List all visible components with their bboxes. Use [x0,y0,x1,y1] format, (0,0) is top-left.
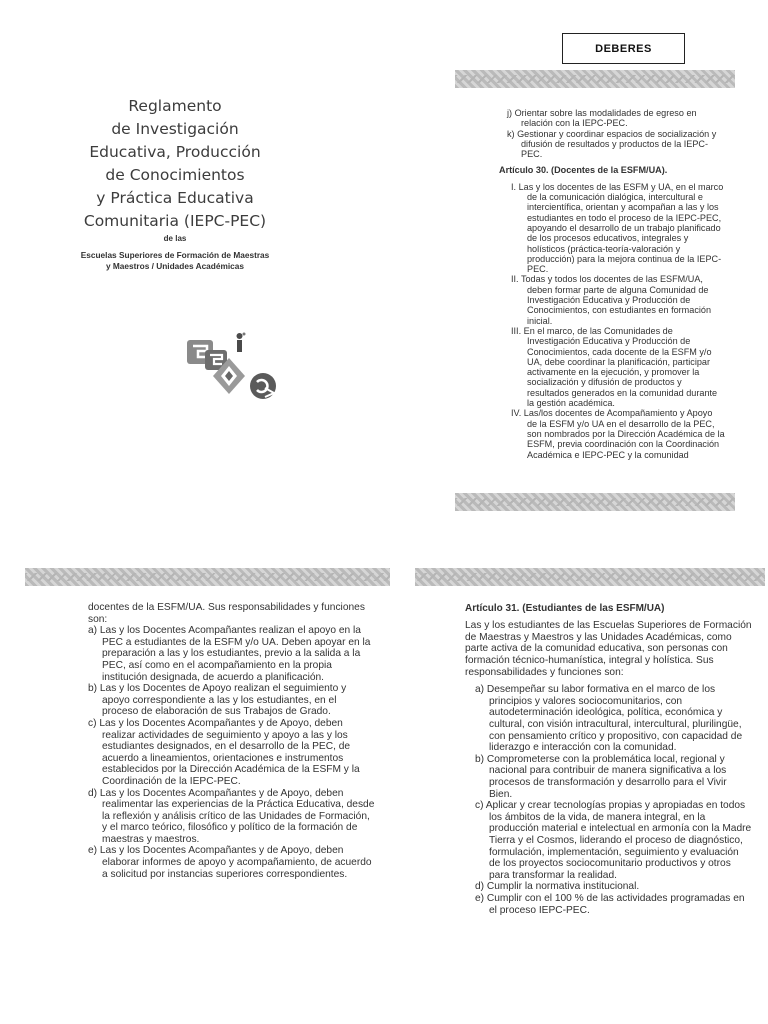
list-item: a) Las y los Docentes Acompañantes realizan el apoyo en la PEC a estudiantes de la ESFM y/o UA. Deben apoyar en la preparación a las y los estudiantes, previo a la salida a la PEC, así como en el acompañamiento en la propia institución designada, de acuerdo a planificación. [88,625,371,683]
paragraph: docentes de la ESFM/UA. Sus responsabilidades y funciones son: [88,602,365,625]
cover-title-line: Comunitaria (IEPC-PEC) [83,212,267,230]
list-item: e) Las y los Docentes Acompañantes y de Apoyo, deben elaborar informes de apoyo y acompañamiento, de acuerdo a solicitud por instancias superiores correspondientes. [88,845,372,880]
document-page-article-30 [455,70,735,515]
decorative-band [415,568,765,586]
paragraph: Las y los estudiantes de las Escuelas Superiores de Formación de Maestras y Maestros y las Unidades Académicas, como parte activa de la comunidad educativa, son personas con formación técnico-humanística, integral y holística. Sus responsabilidades y funciones son: [465,620,752,678]
decorative-band [455,493,735,511]
decorative-band [455,70,735,88]
list-item: k) Gestionar y coordinar espacios de socialización y difusión de resultados y productos de la IEPC-PEC. [507,128,717,160]
deberes-label: DEBERES [562,33,685,64]
list-item: IV. Las/los docentes de Acompañamiento y Apoyo de la ESFM y/o UA en el desarrollo de la PEC, son nombrados por la Dirección Académica de la ESFM, previa coordinación con la Coordinación Académica e IEPC-PEC y la comunidad [511,408,725,460]
list-item: d) Las y los Docentes Acompañantes y de Apoyo, deben realimentar las experiencias de la Práctica Educativa, desde la reflexión y análisis crítico de las Unidades de Formación, y el marco teórico, filosófico y político de la formación de maestras y maestros. [88,787,375,845]
list-item: b) Comprometerse con la problemática local, regional y nacional para contribuir de manera significativa a los procesos de transformación y desarrollo para el Vivir Bien. [475,753,727,800]
list-item: II. Todas y todos los docentes de las ESFM/UA, deben formar parte de alguna Comunidad de Investigación Educativa y Producción de Conocimientos, con estudiantes en formación inicial. [511,274,711,326]
cover-subtitle-line: y Maestros / Unidades Académicas [105,261,245,271]
cover-title-line: Educativa, Producción [89,143,261,161]
list-item: a) Desempeñar su labor formativa en el marco de los principios y valores sociocomunitarios, con autodeterminación ideológica, política, económica y cultural, con visión intracultural, intercultural, plurilingüe, con pensamiento crítico y propositivo, con capacidad de liderazgo e interacción con la comunidad. [475,684,743,754]
list-item: III. En el marco, de las Comunidades de Investigación Educativa y Producción de Conocimientos, cada docente de la ESFM y/o UA, debe coordinar la planificación, participar activamente en la ejecución, y promover la socialización y difusión de productos y resultados generados en la comunidad durante la gestión académica. [511,325,718,409]
list-item: c) Aplicar y crear tecnologías propias y apropiadas en todos los ámbitos de la vida, de manera integral, en la producción material e intelectual en armonía con la Madre Tierra y el Cosmos, liderando el proceso de diagnóstico, formulación, implementación, seguimiento y evaluación de los proyectos sociocomunitario productivos y otros para transformar la realidad. [475,800,752,881]
list-item: b) Las y los Docentes de Apoyo realizan el seguimiento y apoyo correspondiente a las y los estudiantes, en el proceso de elaboración de sus Trabajos de Grado. [88,683,347,718]
document-page-article-31 [415,568,765,1013]
cover-subtitle-line: Escuelas Superiores de Formación de Maestras [80,250,270,260]
cover-page [45,75,305,515]
document-page-teacher-duties [25,568,390,1013]
list-item: d) Cumplir la normativa institucional. [475,881,640,893]
article-heading: Artículo 31. (Estudiantes de las ESFM/UA) [465,603,665,614]
cover-title [45,95,305,233]
list-item: c) Las y los Docentes Acompañantes y de Apoyo, deben realizar actividades de seguimiento y apoyo a las y los estudiantes designados, en el desarrollo de la PEC, de acuerdo a lineamientos, orientaciones e instrumentos establecidos por la Dirección Académica de la ESFM y la Coordinación de la IEPC-PEC. [88,717,360,787]
list-item: j) Orientar sobre las modalidades de egreso en relación con la IEPC-PEC. [507,108,697,129]
cover-title-line: de Conocimientos [105,166,245,184]
article-heading: Artículo 30. (Docentes de la ESFM/UA). [499,165,668,176]
cover-subtitle [45,250,305,272]
cover-title-line: de Investigación [111,120,239,138]
cover-title-line: y Práctica Educativa [96,189,254,207]
list-item: e) Cumplir con el 100 % de las actividades programadas en el proceso IEPC-PEC. [475,892,745,916]
cover-de-las: de las [163,234,187,243]
institution-logo-icon [185,330,295,415]
decorative-band [25,568,390,586]
cover-title-line: Reglamento [128,97,222,115]
list-item: I. Las y los docentes de las ESFM y UA, en el marco de la comunicación dialógica, intercultural e intercientífica, orientan y acompañan a las y los estudiantes en todo el proceso de la IEPC-PEC, apoyando el desarrollo de un trabajo planificado de los procesos educativos, integrales y holísticos (práctica-teoría-valoración y producción) para la mejora continua de la IEPC-PEC. [511,181,724,275]
